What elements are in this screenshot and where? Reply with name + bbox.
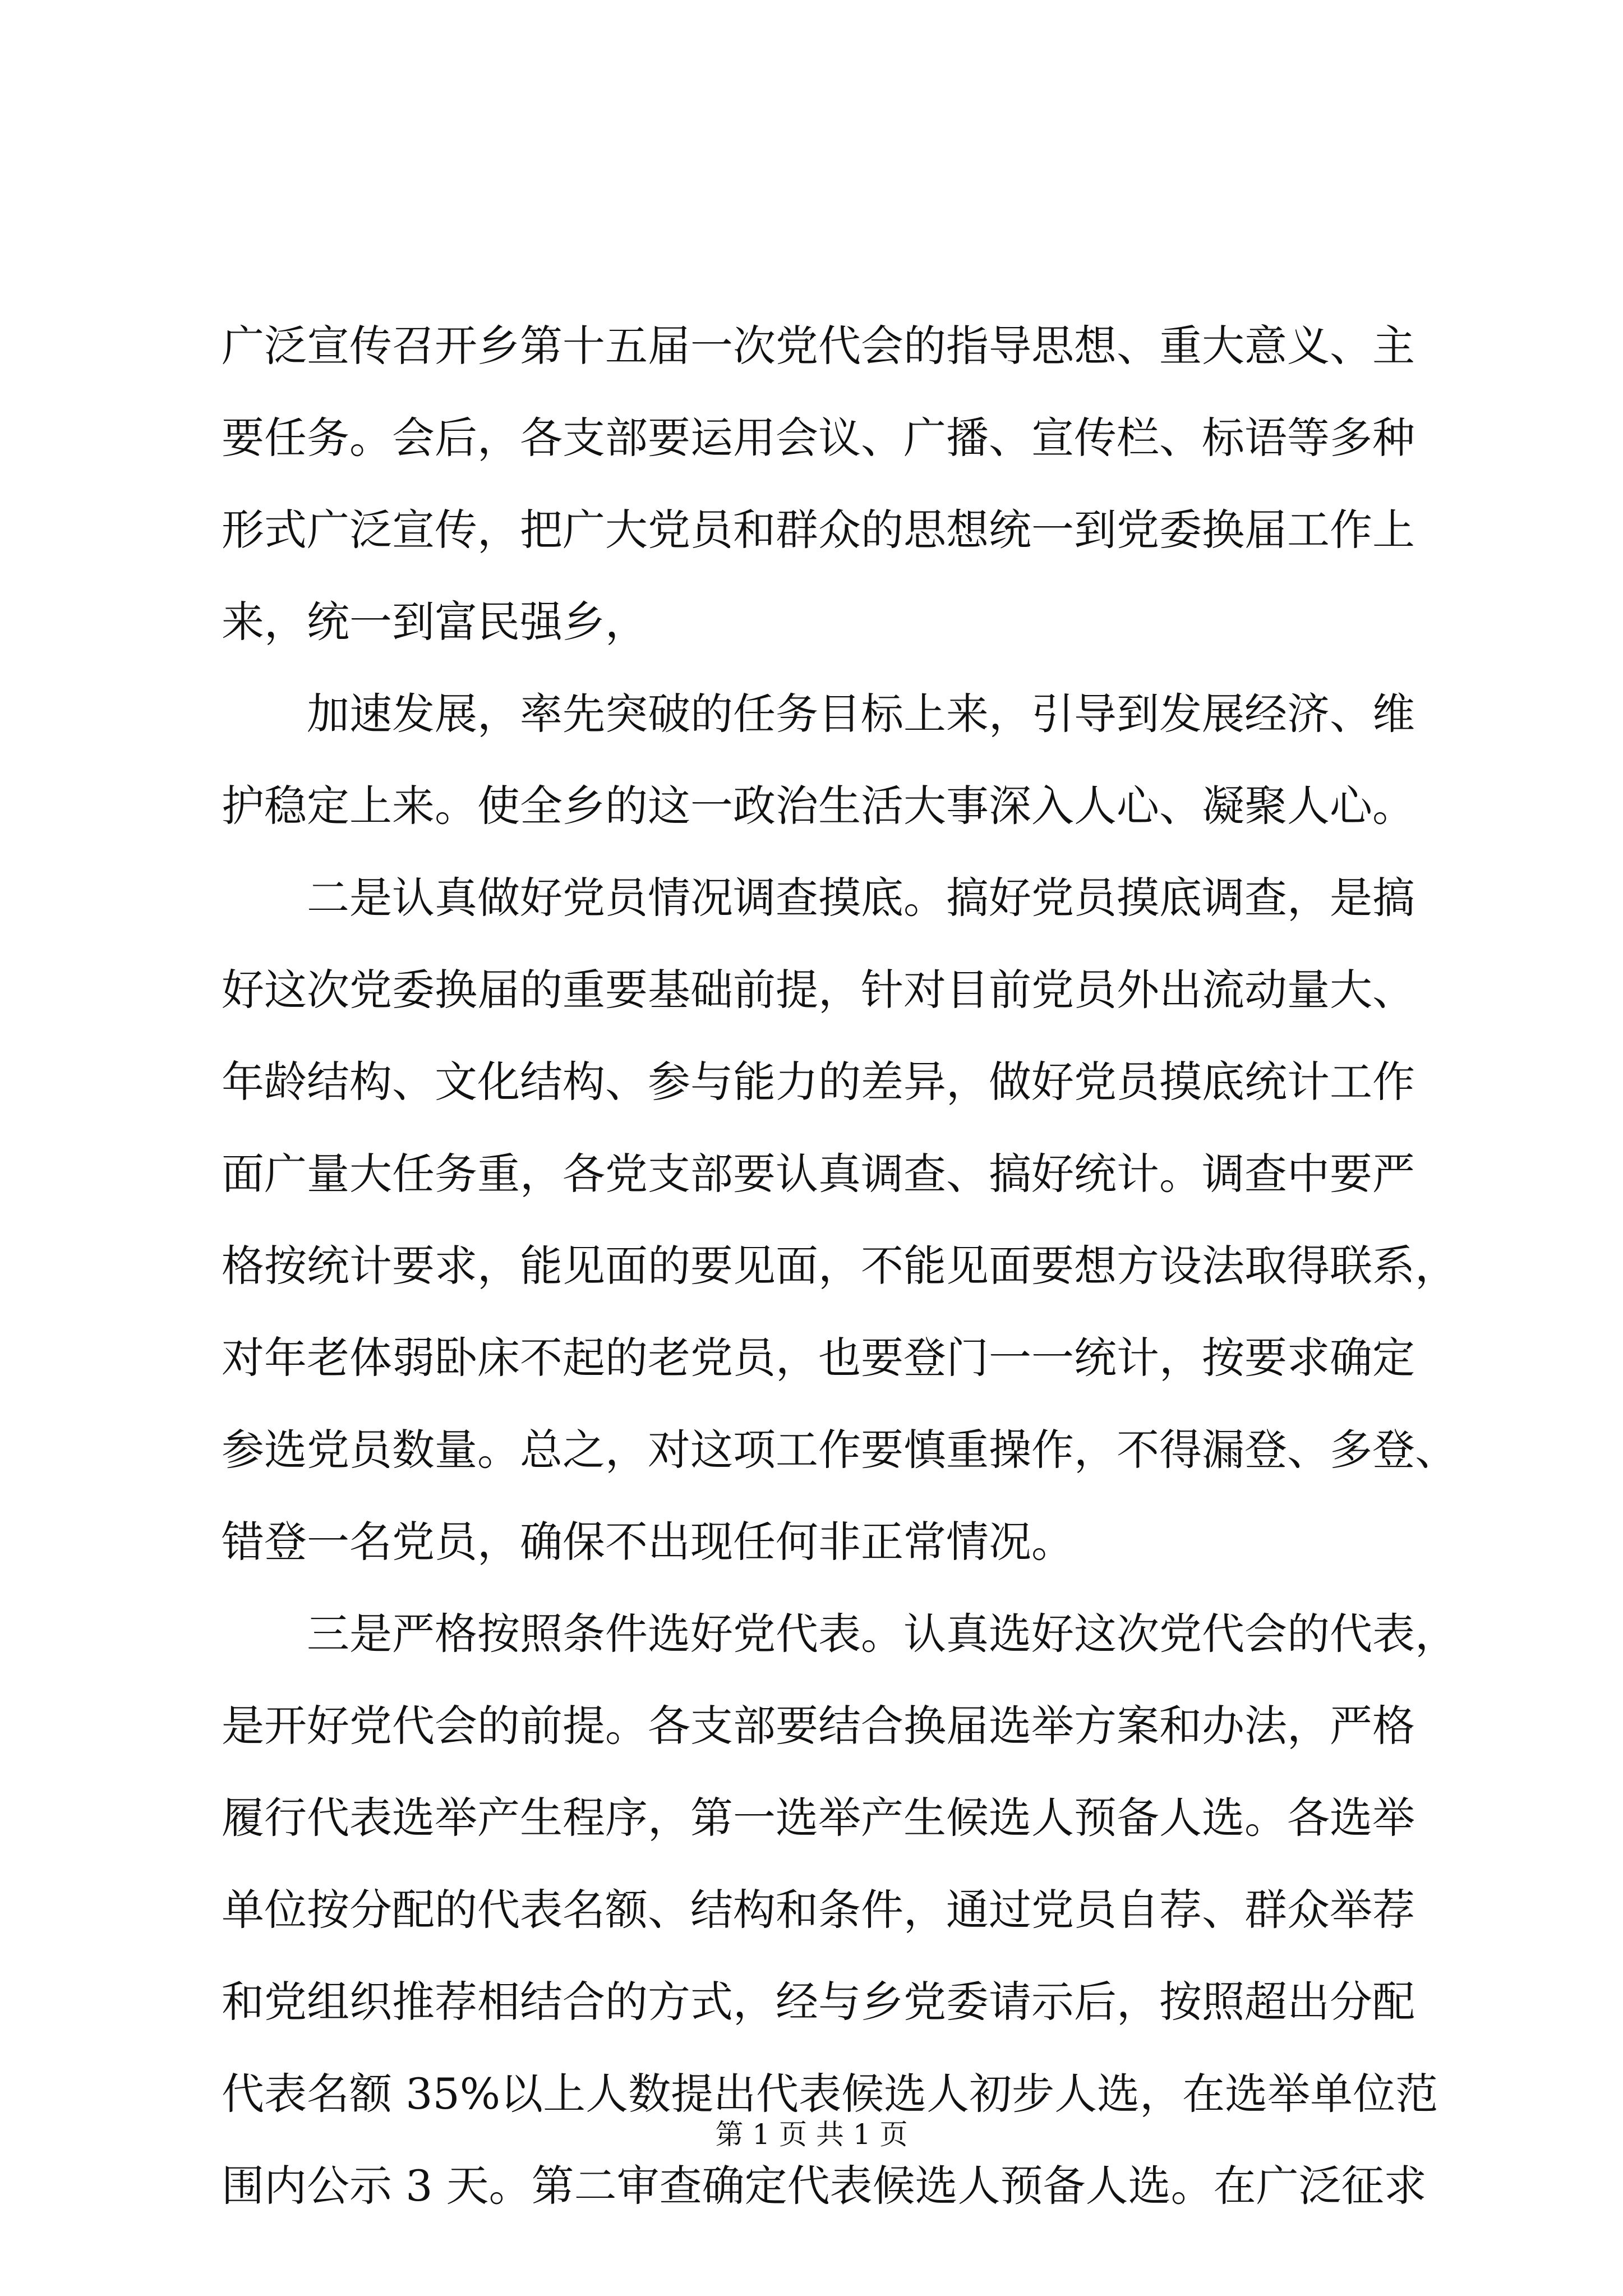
text-line: 要任务。会后，各支部要运用会议、广播、宣传栏、标语等多种	[222, 413, 1415, 463]
text-line: 格按统计要求，能见面的要见面，不能见面要想方设法取得联系，	[222, 1241, 1458, 1291]
text-line: 来，统一到富民强乡，	[222, 597, 648, 647]
text-line: 二是认真做好党员情况调查摸底。搞好党员摸底调查，是搞	[307, 873, 1415, 923]
text-line: 围内公示 3 天。第二审查确定代表候选人预备人选。在广泛征求	[222, 2161, 1427, 2211]
text-line: 代表名额 35%以上人数提出代表候选人初步人选，在选举单位范	[222, 2069, 1438, 2119]
text-line: 对年老体弱卧床不起的老党员，也要登门一一统计，按要求确定	[222, 1333, 1415, 1383]
text-line: 单位按分配的代表名额、结构和条件，通过党员自荐、群众举荐	[222, 1885, 1415, 1935]
document-body	[222, 300, 1458, 2232]
text-line: 形式广泛宣传，把广大党员和群众的思想统一到党委换届工作上	[222, 505, 1415, 555]
text-line: 护稳定上来。使全乡的这一政治生活大事深入人心、凝聚人心。	[222, 781, 1415, 831]
text-line: 是开好党代会的前提。各支部要结合换届选举方案和办法，严格	[222, 1701, 1415, 1751]
page-footer: 第 1 页 共 1 页	[715, 2118, 908, 2151]
text-line: 好这次党委换届的重要基础前提，针对目前党员外出流动量大、	[222, 965, 1415, 1015]
text-line: 错登一名党员，确保不出现任何非正常情况。	[222, 1517, 1074, 1567]
text-line: 三是严格按照条件选好党代表。认真选好这次党代会的代表，	[307, 1609, 1458, 1659]
text-line: 广泛宣传召开乡第十五届一次党代会的指导思想、重大意义、主	[222, 321, 1415, 371]
text-line: 年龄结构、文化结构、参与能力的差异，做好党员摸底统计工作	[222, 1057, 1415, 1107]
text-line: 加速发展，率先突破的任务目标上来，引导到发展经济、维	[307, 689, 1415, 739]
text-line: 面广量大任务重，各党支部要认真调查、搞好统计。调查中要严	[222, 1149, 1415, 1199]
text-line: 和党组织推荐相结合的方式，经与乡党委请示后，按照超出分配	[222, 1977, 1415, 2027]
text-line: 履行代表选举产生程序，第一选举产生候选人预备人选。各选举	[222, 1793, 1415, 1843]
text-line: 参选党员数量。总之，对这项工作要慎重操作，不得漏登、多登、	[222, 1425, 1458, 1475]
